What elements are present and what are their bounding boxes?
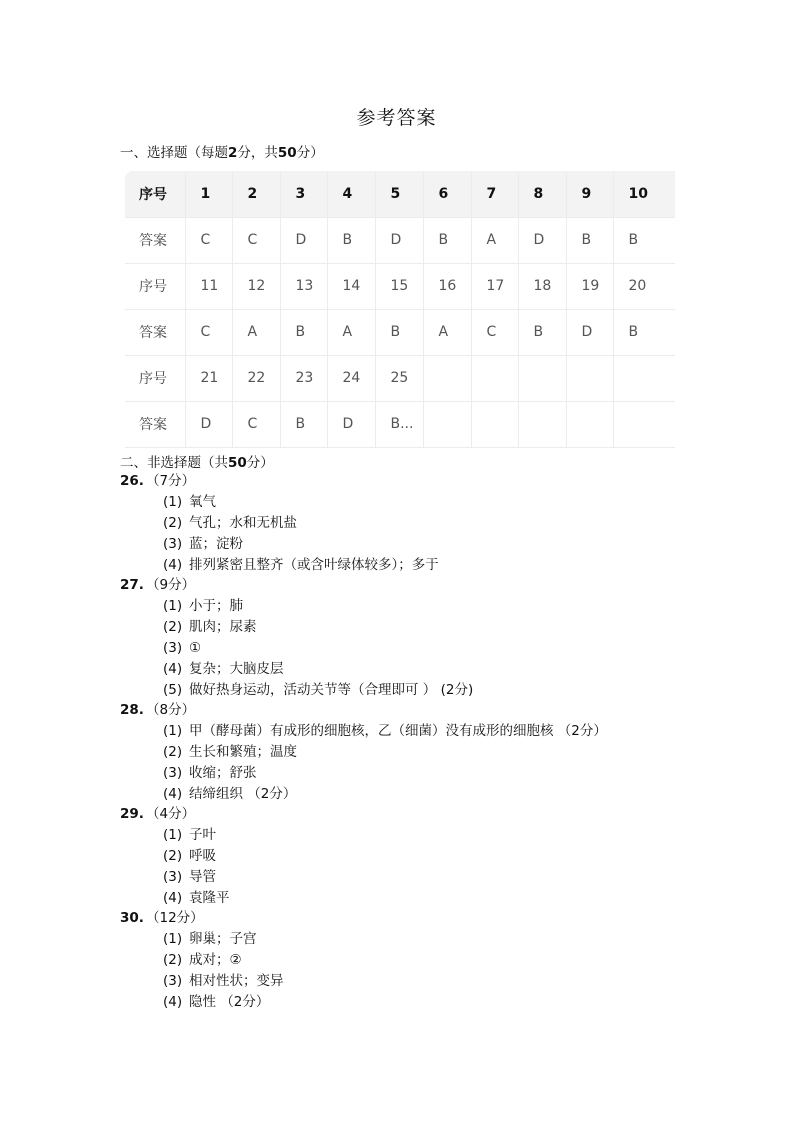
- answer-line: [120, 617, 473, 638]
- table-row-label: 答案: [125, 401, 185, 447]
- table-cell: A: [423, 309, 471, 355]
- table-cell: 18: [518, 263, 566, 309]
- table-cell: B: [518, 309, 566, 355]
- table-cell: [518, 401, 566, 447]
- answer-text: 呼吸: [189, 848, 216, 864]
- answer-text: ①: [189, 640, 202, 656]
- answer-line: [120, 638, 473, 659]
- answer-index: (5): [163, 682, 183, 698]
- question-points: （8分）: [146, 702, 196, 718]
- question-points: （7分）: [146, 473, 196, 489]
- question-block: [120, 700, 607, 805]
- answer-line: [120, 492, 439, 513]
- answer-line: [120, 680, 473, 701]
- table-cell: A: [232, 309, 280, 355]
- answer-line: [120, 992, 284, 1013]
- table-cell: C: [232, 401, 280, 447]
- answer-line: [120, 888, 230, 909]
- answer-line: [120, 763, 607, 784]
- table-cell: D: [518, 217, 566, 263]
- table-cell: D: [185, 401, 232, 447]
- table-cell: C: [471, 309, 518, 355]
- question-block: [120, 908, 284, 1013]
- table-cell: 9: [566, 171, 613, 217]
- table-cell: B: [280, 401, 327, 447]
- answer-text: 隐性 （2分）: [189, 994, 270, 1010]
- table-cell: B: [613, 309, 675, 355]
- answer-index: (4): [163, 786, 183, 802]
- table-cell: 2: [232, 171, 280, 217]
- table-row: [125, 401, 675, 447]
- answer-text: 导管: [189, 869, 216, 885]
- table-cell: 15: [375, 263, 423, 309]
- answer-index: (2): [163, 952, 183, 968]
- answer-index: (4): [163, 661, 183, 677]
- question-number: 30.: [120, 910, 144, 926]
- table-cell: [471, 355, 518, 401]
- section1-heading-mid: 分，共: [237, 145, 278, 161]
- question-number: 27.: [120, 577, 144, 593]
- table-cell: 25: [375, 355, 423, 401]
- table-cell: [613, 401, 675, 447]
- table-cell: D: [327, 401, 375, 447]
- question-block: [120, 804, 230, 909]
- answer-line: [120, 721, 607, 742]
- question-number: 29.: [120, 806, 144, 822]
- answer-index: (3): [163, 640, 183, 656]
- answer-text: 气孔；水和无机盐: [189, 515, 297, 531]
- table-cell: C: [232, 217, 280, 263]
- answer-line: [120, 742, 607, 763]
- answer-index: (1): [163, 723, 183, 739]
- answer-text: 收缩；舒张: [189, 765, 257, 781]
- answer-line: [120, 513, 439, 534]
- question-block: [120, 575, 473, 701]
- answer-text: 复杂；大脑皮层: [189, 661, 284, 677]
- answer-line: [120, 784, 607, 805]
- answer-index: (1): [163, 598, 183, 614]
- table-cell: C: [185, 309, 232, 355]
- section1-heading: [120, 141, 324, 161]
- table-cell: 8: [518, 171, 566, 217]
- table-cell: B: [280, 309, 327, 355]
- table-cell: [566, 355, 613, 401]
- question-header: [120, 471, 439, 492]
- answer-line: [120, 596, 473, 617]
- table-cell: 1: [185, 171, 232, 217]
- section2-heading: [120, 451, 274, 471]
- question-points: （4分）: [146, 806, 196, 822]
- section2-heading-prefix: 二、非选择题（共: [120, 455, 228, 471]
- section1-heading-suffix: 分）: [296, 145, 324, 161]
- answer-index: (3): [163, 973, 183, 989]
- table-cell: 6: [423, 171, 471, 217]
- answer-line: [120, 846, 230, 867]
- table-cell: 24: [327, 355, 375, 401]
- question-number: 26.: [120, 473, 144, 489]
- answer-index: (1): [163, 494, 183, 510]
- table-cell: D: [375, 217, 423, 263]
- answer-text: 成对；②: [189, 952, 242, 968]
- table-cell: 23: [280, 355, 327, 401]
- answer-line: [120, 659, 473, 680]
- answer-index: (2): [163, 744, 183, 760]
- table-cell: B: [423, 217, 471, 263]
- answer-text: 卵巢；子宫: [189, 931, 257, 947]
- table-cell: 17: [471, 263, 518, 309]
- table-cell: 3: [280, 171, 327, 217]
- table-cell: [613, 355, 675, 401]
- table-cell: B: [566, 217, 613, 263]
- table-cell: B...: [375, 401, 423, 447]
- question-points: （9分）: [146, 577, 196, 593]
- question-header: [120, 804, 230, 825]
- table-cell: 13: [280, 263, 327, 309]
- question-header: [120, 575, 473, 596]
- section1-total-points: 50: [277, 145, 297, 161]
- answer-text: 小于；肺: [189, 598, 243, 614]
- section2-heading-suffix: 分）: [246, 455, 274, 471]
- table-cell: C: [185, 217, 232, 263]
- answer-line: [120, 534, 439, 555]
- answer-index: (2): [163, 848, 183, 864]
- table-cell: 10: [613, 171, 675, 217]
- answer-line: [120, 825, 230, 846]
- page-title: 参考答案: [356, 107, 437, 129]
- answer-text: 子叶: [189, 827, 216, 843]
- table-cell: 16: [423, 263, 471, 309]
- table-header-row: [125, 171, 675, 217]
- answer-index: (3): [163, 765, 183, 781]
- table-cell: 19: [566, 263, 613, 309]
- table-row: [125, 309, 675, 355]
- answer-text: 蓝；淀粉: [189, 536, 243, 552]
- answer-table: [125, 171, 675, 448]
- table-cell: A: [471, 217, 518, 263]
- table-cell: 14: [327, 263, 375, 309]
- table-cell: 11: [185, 263, 232, 309]
- answer-index: (1): [163, 827, 183, 843]
- answer-text: 做好热身运动，活动关节等（合理即可 ） (2分): [189, 682, 474, 698]
- answer-index: (3): [163, 869, 183, 885]
- table-row: [125, 355, 675, 401]
- table-cell: 12: [232, 263, 280, 309]
- answer-text: 肌肉；尿素: [189, 619, 257, 635]
- answer-line: [120, 971, 284, 992]
- answer-index: (3): [163, 536, 183, 552]
- table-row-label: 答案: [125, 217, 185, 263]
- answer-line: [120, 555, 439, 576]
- answer-index: (2): [163, 515, 183, 531]
- question-header: [120, 908, 284, 929]
- table-cell: [566, 401, 613, 447]
- section2-total-points: 50: [228, 455, 247, 471]
- answer-line: [120, 950, 284, 971]
- question-header: [120, 700, 607, 721]
- table-cell: B: [327, 217, 375, 263]
- table-cell: 22: [232, 355, 280, 401]
- section1-points-per-question: 2: [228, 145, 238, 161]
- table-row: [125, 217, 675, 263]
- table-cell: B: [613, 217, 675, 263]
- answer-text: 袁隆平: [189, 890, 230, 906]
- table-cell: D: [566, 309, 613, 355]
- question-number: 28.: [120, 702, 144, 718]
- answer-index: (4): [163, 994, 183, 1010]
- table-row-label: 序号: [125, 171, 185, 217]
- answer-index: (4): [163, 890, 183, 906]
- answer-index: (2): [163, 619, 183, 635]
- table-cell: 4: [327, 171, 375, 217]
- answer-text: 排列紧密且整齐（或含叶绿体较多）；多于: [189, 557, 439, 573]
- answer-index: (4): [163, 557, 183, 573]
- table-cell: [423, 401, 471, 447]
- question-block: [120, 471, 439, 576]
- answer-text: 相对性状；变异: [189, 973, 284, 989]
- table-cell: [518, 355, 566, 401]
- answer-text: 甲（酵母菌）有成形的细胞核，乙（细菌）没有成形的细胞核 （2分）: [189, 723, 607, 739]
- table-cell: [423, 355, 471, 401]
- table-row-label: 序号: [125, 355, 185, 401]
- question-points: （12分）: [146, 910, 204, 926]
- section1-heading-prefix: 一、选择题（每题: [120, 145, 228, 161]
- table-cell: 21: [185, 355, 232, 401]
- answer-text: 生长和繁殖；温度: [189, 744, 297, 760]
- table-cell: 7: [471, 171, 518, 217]
- table-cell: A: [327, 309, 375, 355]
- answer-text: 结缔组织 （2分）: [189, 786, 297, 802]
- answer-index: (1): [163, 931, 183, 947]
- answer-line: [120, 929, 284, 950]
- answer-text: 氧气: [189, 494, 216, 510]
- table-row-label: 序号: [125, 263, 185, 309]
- table-cell: 20: [613, 263, 675, 309]
- table-cell: B: [375, 309, 423, 355]
- table-cell: [471, 401, 518, 447]
- table-cell: D: [280, 217, 327, 263]
- table-row-label: 答案: [125, 309, 185, 355]
- table-cell: 5: [375, 171, 423, 217]
- answer-line: [120, 867, 230, 888]
- table-row: [125, 263, 675, 309]
